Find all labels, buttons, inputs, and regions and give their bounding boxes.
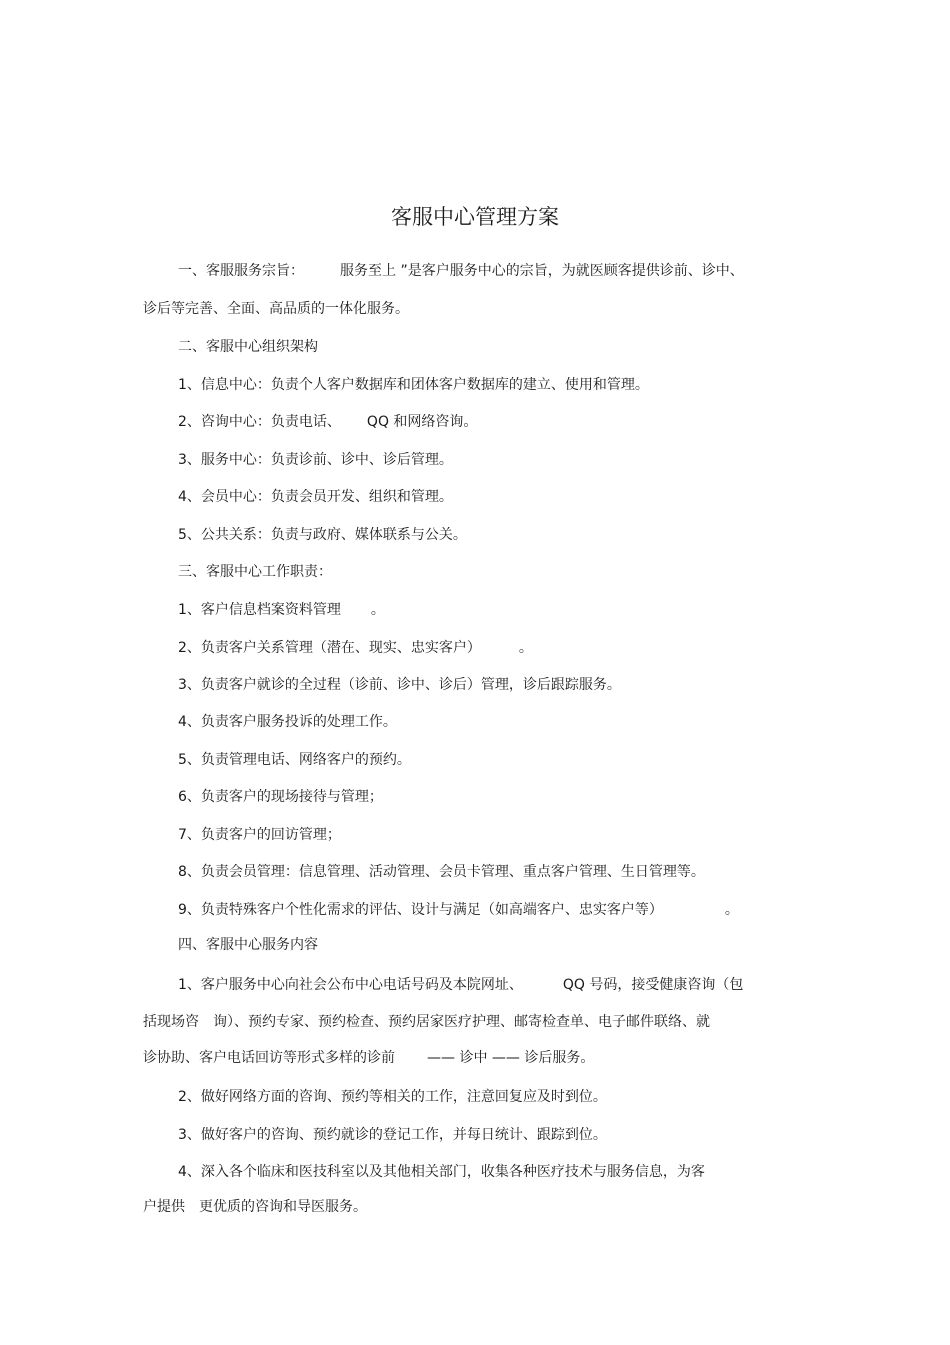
section-4-item-1-text-2a: 括现场咨 [143,1014,199,1030]
section-3-item-2-period: 。 [518,640,533,656]
section-3-item-9-period: 。 [724,902,739,918]
section-2-item-2 [178,412,477,432]
section-2-item-4: 4、会员中心：负责会员开发、组织和管理。 [178,489,453,505]
section-4-item-3: 3、做好客户的咨询、预约就诊的登记工作，并每日统计、跟踪到位。 [178,1127,607,1143]
section-3-item-1 [178,600,385,620]
section-3-heading: 三、客服中心工作职责： [178,564,332,580]
section-3-item-6: 6、负责客户的现场接待与管理； [178,789,383,805]
section-4-item-1 [178,975,743,995]
section-3-item-3: 3、负责客户就诊的全过程（诊前、诊中、诊后）管理，诊后跟踪服务。 [178,677,621,693]
section-4-item-4-text-2b: 更优质的咨询和导医服务。 [199,1199,367,1215]
section-4-heading: 四、客服中心服务内容 [178,937,318,953]
section-4-item-4-line-2 [143,1197,367,1217]
section-2-item-1: 1、信息中心：负责个人客户数据库和团体客户数据库的建立、使用和管理。 [178,377,649,393]
section-3-item-8: 8、负责会员管理：信息管理、活动管理、会员卡管理、重点客户管理、生日管理等。 [178,864,705,880]
section-3-item-9 [178,900,739,920]
section-1-line [178,261,744,281]
section-2-item-2-text: 2、咨询中心：负责电话、 [178,414,341,430]
section-1-text: 服务至上 ”是客户服务中心的宗旨，为就医顾客提供诊前、诊中、 [340,263,744,279]
section-4-item-1-text-3a: 诊协助、客户电话回访等形式多样的诊前 [143,1050,395,1066]
section-1-heading: 一、客服服务宗旨： [178,263,304,279]
section-3-item-2 [178,638,533,658]
section-4-item-1-text-3b: —— 诊中 —— 诊后服务。 [427,1050,595,1066]
section-1-continuation: 诊后等完善、全面、高品质的一体化服务。 [143,301,409,317]
section-3-item-9-text: 9、负责特殊客户个性化需求的评估、设计与满足（如高端客户、忠实客户等） [178,902,663,918]
section-4-item-4: 4、深入各个临床和医技科室以及其他相关部门，收集各种医疗技术与服务信息，为客 [178,1164,705,1180]
section-3-item-1-text: 1、客户信息档案资料管理 [178,602,341,618]
section-2-item-5: 5、公共关系：负责与政府、媒体联系与公关。 [178,527,467,543]
section-4-item-1-line-3 [143,1048,594,1068]
section-4-item-4-text-2a: 户提供 [143,1199,185,1215]
section-3-item-4: 4、负责客户服务投诉的处理工作。 [178,714,397,730]
document-title: 客服中心管理方案 [391,205,559,229]
section-3-item-5: 5、负责管理电话、网络客户的预约。 [178,752,411,768]
section-3-item-1-period: 。 [370,602,385,618]
section-2-item-3: 3、服务中心：负责诊前、诊中、诊后管理。 [178,452,453,468]
section-3-item-7: 7、负责客户的回访管理； [178,827,341,843]
section-2-item-2-qq: QQ 和网络咨询。 [366,414,478,430]
section-4-item-2: 2、做好网络方面的咨询、预约等相关的工作，注意回复应及时到位。 [178,1089,607,1105]
section-4-item-1-line-2 [143,1012,710,1032]
section-4-item-1-text: 1、客户服务中心向社会公布中心电话号码及本院网址、 [178,977,523,993]
section-4-item-1-text-2b: 询）、预约专家、预约检查、预约居家医疗护理、邮寄检查单、电子邮件联络、就 [213,1014,710,1030]
section-2-heading: 二、客服中心组织架构 [178,339,318,355]
section-3-item-2-text: 2、负责客户关系管理（潜在、现实、忠实客户） [178,640,481,656]
section-4-item-1-qq: QQ 号码，接受健康咨询（包 [562,977,744,993]
